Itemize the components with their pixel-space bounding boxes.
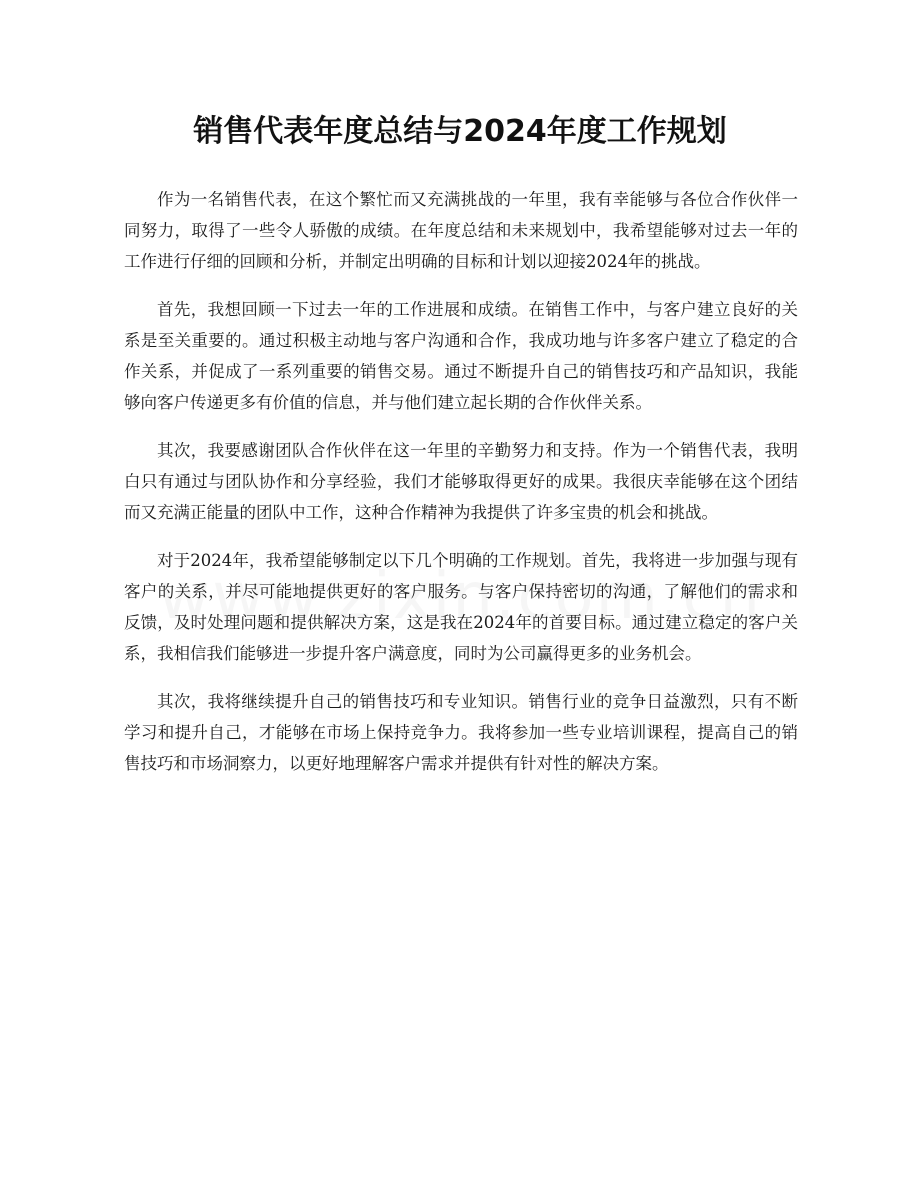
paragraph-2: 首先，我想回顾一下过去一年的工作进展和成绩。在销售工作中，与客户建立良好的关系是至关重要的。通过积极主动地与客户沟通和合作，我成功地与许多客户建立了稳定的合作关系，并促成了一系列重要的销售交易。通过不断提升自己的销售技巧和产品知识，我能够向客户传递更多有价值的信息，并与他们建立起长期的合作伙伴关系。	[124, 300, 798, 412]
document-body	[124, 184, 798, 796]
document-title: 销售代表年度总结与2024年度工作规划	[193, 114, 727, 149]
paragraph-5: 其次，我将继续提升自己的销售技巧和专业知识。销售行业的竞争日益激烈，只有不断学习和提升自己，才能够在市场上保持竞争力。我将参加一些专业培训课程，提高自己的销售技巧和市场洞察力，以更好地理解客户需求并提供有针对性的解决方案。	[124, 692, 798, 773]
paragraph-3: 其次，我要感谢团队合作伙伴在这一年里的辛勤努力和支持。作为一个销售代表，我明白只有通过与团队协作和分享经验，我们才能够取得更好的成果。我很庆幸能够在这个团结而又充满正能量的团队中工作，这种合作精神为我提供了许多宝贵的机会和挑战。	[124, 441, 798, 522]
paragraph-1: 作为一名销售代表，在这个繁忙而又充满挑战的一年里，我有幸能够与各位合作伙伴一同努力，取得了一些令人骄傲的成绩。在年度总结和未来规划中，我希望能够对过去一年的工作进行仔细的回顾和分析，并制定出明确的目标和计划以迎接2024年的挑战。	[124, 190, 798, 271]
paragraph-4: 对于2024年，我希望能够制定以下几个明确的工作规划。首先，我将进一步加强与现有客户的关系，并尽可能地提供更好的客户服务。与客户保持密切的沟通，了解他们的需求和反馈，及时处理问题和提供解决方案，这是我在2024年的首要目标。通过建立稳定的客户关系，我相信我们能够进一步提升客户满意度，同时为公司赢得更多的业务机会。	[124, 551, 798, 663]
